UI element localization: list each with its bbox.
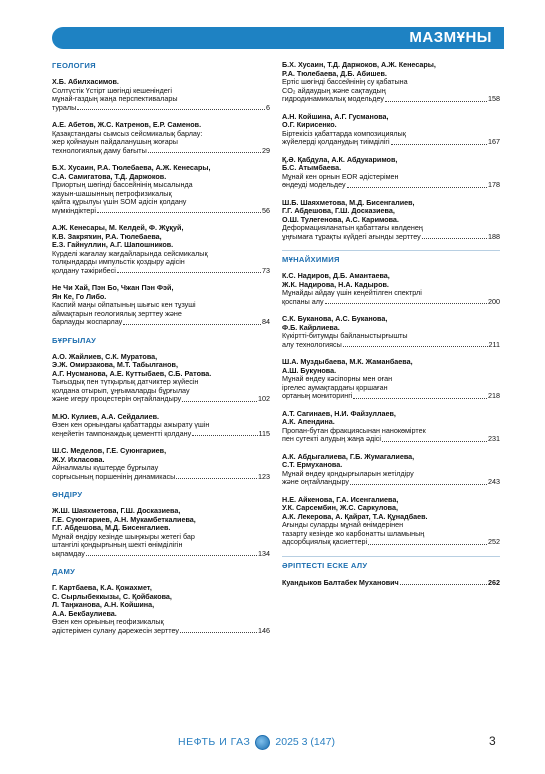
toc-entry-line	[282, 578, 500, 587]
dot-leader	[343, 346, 488, 347]
entry-authors	[282, 358, 500, 375]
title-line-last	[52, 627, 270, 636]
toc-entry[interactable]	[282, 358, 500, 401]
toc-entry[interactable]	[52, 353, 270, 404]
author-line: С. Сырлыбеккызы, С. Қойбакова,	[52, 591, 172, 601]
toc-entry[interactable]	[52, 413, 270, 439]
title-line: барлауды жоспарлау	[52, 317, 123, 326]
title-line: іргелес аумақтардағы қоршаған	[282, 382, 388, 392]
toc-entry[interactable]	[282, 61, 500, 104]
entry-page-number: 29	[262, 145, 270, 155]
author-line: Ф.Б. Кайрлиева.	[282, 322, 340, 332]
author-line: Х.Б. Абилхасимов.	[52, 77, 119, 86]
entry-page-number: 73	[262, 265, 270, 275]
title-line: Деформацияланатын қабаттағы көлденең	[282, 223, 423, 232]
title-line: мүмкіндіктері	[52, 205, 97, 215]
dot-leader	[176, 478, 257, 479]
entry-title	[52, 301, 270, 327]
section-heading: ӨНДІРУ	[52, 490, 83, 499]
entry-title	[282, 427, 500, 444]
title-line-last	[52, 207, 270, 216]
dot-leader	[385, 101, 487, 102]
entry-title: Куандыков Балтабек Муханович	[282, 577, 399, 587]
title-line-last	[282, 392, 500, 401]
journal-name: НЕФТЬ И ГАЗ	[178, 736, 251, 748]
dot-leader	[123, 324, 261, 325]
dot-leader	[325, 303, 487, 304]
author-line: А.К. Апендина.	[282, 417, 335, 426]
dot-leader	[148, 152, 261, 153]
author-line: Б.Х. Хусаин, Р.А. Тюлебаева, А.Ж. Кенесары,	[52, 163, 211, 172]
title-line: Мұнай өндіру кезінде шыңжыры жетегі бар	[52, 531, 195, 541]
entry-page-number: 262	[488, 577, 500, 587]
footer	[178, 733, 496, 751]
author-line: С.А. Самигатова, Т.Д. Даржоков.	[52, 171, 167, 181]
author-line: Ш.С. Меделов, Г.Е. Суюнгариев,	[52, 446, 167, 455]
dot-leader	[180, 632, 257, 633]
toc-entry[interactable]	[282, 496, 500, 547]
entry-title	[52, 464, 270, 481]
author-line: Ж.К. Надирова, Н.А. Кадыров.	[282, 279, 389, 289]
entry-authors	[282, 315, 500, 332]
entry-title	[282, 78, 500, 104]
title-line-last	[282, 538, 500, 547]
toc-entry[interactable]	[52, 121, 270, 155]
title-line-last	[52, 473, 270, 482]
entry-title	[282, 521, 500, 547]
author-line: А.Ж. Кенесары, М. Келдей, Ф. Жұқуй,	[52, 223, 184, 232]
entry-title	[52, 250, 270, 276]
title-line: қолдану тәжірибесі	[52, 265, 116, 275]
author-line: Е.З. Гайнуллин, А.Г. Шапошников.	[52, 240, 174, 249]
title-line: Өзен кен орнының геофизикалық	[52, 617, 164, 626]
toc-entry[interactable]	[282, 199, 500, 242]
title-line-last	[52, 267, 270, 276]
entry-authors	[52, 584, 270, 618]
author-line: Не Чи Хай, Пэн Бо, Чжан Пэн Фэй,	[52, 283, 174, 292]
entry-page-number: 134	[258, 548, 270, 558]
title-line: өндеуді модельдеу	[282, 180, 346, 189]
entry-title	[282, 224, 500, 241]
toc-entry[interactable]	[282, 113, 500, 147]
author-line: Л. Таңжанова, А.Н. Койшина,	[52, 600, 155, 609]
title-line: алу технологиясы	[282, 339, 342, 349]
author-line: А.Н. Койшина, А.Г. Гусманова,	[282, 111, 389, 121]
title-line-last	[52, 430, 270, 439]
entry-title	[52, 378, 270, 404]
dot-leader	[382, 441, 487, 442]
entry-page-number: 115	[258, 428, 270, 438]
title-line: Айналмалы күштерде бұрғылау	[52, 463, 159, 472]
entry-authors	[52, 164, 270, 181]
title-line: тазарту кезінде жо карбонатты шламының	[282, 528, 425, 538]
author-line: Г.Е. Суюнгариев, А.Н. Мукамбеткалиева,	[52, 514, 196, 524]
entry-page-number: 243	[488, 477, 500, 486]
title-line-last	[52, 550, 270, 559]
title-line: және оңтайландыру	[282, 477, 349, 486]
entry-title	[282, 130, 500, 147]
entry-authors	[282, 156, 500, 173]
title-line-last	[282, 233, 500, 242]
issue-number: 2025 3 (147)	[275, 736, 335, 748]
entry-page-number: 231	[488, 434, 500, 443]
author-line: Қ.Ә. Қабдула, А.К. Абдукаримов,	[282, 154, 398, 164]
title-line: ықпамдау	[52, 548, 85, 558]
author-line: О.Г. Кирисенко.	[282, 120, 337, 129]
dot-leader	[400, 584, 487, 585]
entry-page-number: 252	[488, 537, 500, 546]
toc-left-column	[52, 61, 270, 644]
entry-title	[52, 130, 270, 156]
title-line: толқындарды импульстік қоздыру әдісін	[52, 257, 185, 266]
toc-entry[interactable]	[52, 224, 270, 275]
dot-leader	[117, 272, 261, 273]
entry-page-number: 84	[262, 317, 270, 326]
entry-authors	[52, 507, 270, 533]
author-line: Р.А. Тюлебаева, Д.Б. Абишев.	[282, 68, 387, 78]
header-bar	[52, 27, 504, 49]
dot-leader	[192, 435, 257, 436]
title-line: Күрделі жағалау жағдайларында сейсмикалық	[52, 248, 208, 258]
title-line: адсорбциялық қасиеттері	[282, 537, 368, 546]
dot-leader	[97, 212, 261, 213]
entry-title	[52, 181, 270, 215]
toc-entry[interactable]	[52, 78, 270, 112]
dot-leader	[422, 238, 487, 239]
entry-title	[52, 618, 270, 635]
title-line: жер қойнауын пайдаланушың жоғары	[52, 137, 178, 146]
title-line-last	[282, 298, 500, 307]
title-line: ортаның мониторингі	[282, 391, 353, 400]
toc-entry[interactable]	[282, 315, 500, 349]
dot-leader	[391, 144, 487, 145]
title-line: және игеру процестерін оңтайландыру	[52, 394, 182, 403]
title-line-last	[52, 395, 270, 404]
title-line: туралы	[52, 102, 77, 112]
title-line: Өзен кен орнындағы қабаттарды ажырату үшін	[52, 420, 210, 429]
title-line: Мұнай өндеу кәсіпорны мен оған	[282, 374, 393, 383]
dot-leader	[182, 401, 257, 402]
title-line-last	[52, 147, 270, 156]
entry-title	[282, 375, 500, 401]
author-line: Б.Х. Хусаин, Т.Д. Даржоков, А.Ж. Кенесары,	[282, 60, 436, 69]
title-line: сорғысының поршенінің динамикасы	[52, 471, 176, 481]
entry-authors	[52, 224, 270, 250]
entry-page-number: 167	[488, 137, 500, 146]
title-line: Ертіс шөгінді бассейнінің су қабатына	[282, 77, 408, 86]
journal-logo-icon	[255, 735, 270, 750]
title-line: әдістерімен сулану дәрежесін зерттеу	[52, 625, 180, 635]
entry-title	[52, 533, 270, 559]
page-number: 3	[489, 734, 496, 748]
entry-authors	[282, 272, 500, 289]
dot-leader	[353, 398, 487, 399]
title-line: штангілі қондырғының шекті өнімділігін	[52, 540, 183, 549]
entry-title	[282, 470, 500, 487]
entry-title	[52, 87, 270, 113]
author-line: А.Т. Сагинаев, Н.И. Файзуллаев,	[282, 408, 396, 418]
dot-leader	[77, 109, 265, 110]
entry-authors	[282, 61, 500, 78]
entry-authors	[52, 353, 270, 379]
entry-authors	[52, 447, 270, 464]
author-line: Ш.Б. Шаяхметова, М.Д. Бисенгалиев,	[282, 197, 415, 207]
entry-authors	[282, 496, 500, 522]
author-line: Ж.Ш. Шаяхметова, Г.Ш. Досказиева,	[52, 506, 181, 515]
author-line: Ж.У. Ихласова.	[52, 454, 105, 464]
entry-authors	[282, 410, 500, 427]
section-heading: БҰРҒЫЛАУ	[52, 335, 97, 345]
title-line: қоспаны алу	[282, 296, 324, 306]
title-line-last	[282, 138, 500, 147]
toc-entry[interactable]	[52, 507, 270, 558]
dot-leader	[347, 187, 487, 188]
entry-page-number: 211	[488, 339, 500, 349]
title-line: Солтүстік Үстірт шөгінді кешеніндегі	[52, 85, 173, 95]
title-line: ұңғымаға тұрақты күйдегі ағынды зерттеу	[282, 231, 421, 241]
author-line: Э.Ж. Омирзакова, М.Т. Табылганов,	[52, 360, 178, 369]
dot-leader	[368, 544, 487, 545]
author-line: Б.С. Атымбаева.	[282, 163, 342, 172]
title-line: Мұнайды айдау үшін кеңейтілген спектрлі	[282, 288, 422, 297]
author-line: А.К. Лекерова, А. Қайрат, Т.А. Құнадбаев.	[282, 511, 428, 521]
toc-entry[interactable]	[282, 156, 500, 190]
entry-authors	[282, 113, 500, 130]
title-line-last	[282, 478, 500, 487]
title-line: Тығыздық пен түтқырлық датчиктер жүйесін	[52, 377, 199, 386]
entry-page-number: 146	[258, 625, 270, 635]
author-line: Г.Г. Абдешова, М.Д. Бисенгалиев.	[52, 523, 171, 532]
toc-entry[interactable]	[52, 284, 270, 327]
title-line-last	[282, 435, 500, 444]
author-line: А.К. Абдыгалиева, Г.Б. Жумагалиева,	[282, 451, 415, 461]
author-line: С.Т. Ермуханова.	[282, 460, 343, 469]
title-line: технологиялық даму бағыты	[52, 145, 147, 155]
entry-authors	[282, 199, 500, 225]
entry-title	[52, 421, 270, 438]
section-heading: ГЕОЛОГИЯ	[52, 61, 96, 70]
entry-page-number: 178	[488, 180, 500, 189]
title-line: қолдана отырып, ұңғымаларды бұрғылау	[52, 385, 190, 395]
toc-entry[interactable]	[282, 578, 500, 587]
author-line: О.Ш. Тулегенова, А.С. Каримова.	[282, 214, 399, 224]
title-line: Біртекісіз қабаттарда композициялық	[282, 128, 406, 138]
author-line: А.Е. Абетов, Ж.С. Катренов, Е.Р. Саменов.	[52, 120, 202, 129]
title-line: Мұнай кен орнын EOR әдістерімен	[282, 171, 399, 181]
title-line: Қазақстандағы сымсыз сейсмикалық барлау:	[52, 128, 203, 138]
author-line: К.С. Надиров, Д.Б. Амантаева,	[282, 271, 390, 280]
entry-page-number: 102	[258, 394, 270, 403]
author-line: К.В. Закряҡин, Р.А. Тюлебаева,	[52, 231, 162, 241]
title-line: Каспий маңы ойпатының шығыс кен тұзуші	[52, 300, 196, 309]
author-line: Ш.А. Муздыбаева, М.К. Жаманбаева,	[282, 357, 413, 366]
title-line-last	[282, 341, 500, 350]
toc-entry[interactable]	[282, 410, 500, 444]
author-line: М.Ю. Кулиев, А.А. Сейдалиев.	[52, 411, 160, 421]
title-line: Күкіртті-битумды байланыстырғышты	[282, 331, 408, 340]
author-line: Г.Г. Абдешова, Г.Ш. Досказиева,	[282, 206, 395, 215]
toc-entry[interactable]	[52, 584, 270, 635]
title-line-last	[52, 318, 270, 327]
section-heading: МҰНАЙХИМИЯ	[282, 250, 500, 264]
toc-entry[interactable]	[282, 453, 500, 487]
page-title: МАЗМҰНЫ	[409, 29, 492, 46]
toc-entry[interactable]	[282, 272, 500, 306]
title-line-last	[282, 95, 500, 104]
entry-title	[282, 289, 500, 306]
entry-authors	[282, 453, 500, 470]
author-line: Н.Е. Айкенова, Г.А. Исенгалиева,	[282, 494, 399, 504]
entry-page-number: 56	[262, 205, 270, 215]
title-line-last	[52, 104, 270, 113]
author-line: Ян Кe, Го Либо.	[52, 291, 107, 301]
title-line: гидродинамикалық модельдеу	[282, 94, 384, 103]
title-line: CO₂ айдаудың және сақтаудың	[282, 85, 386, 95]
section-heading: ӘРІПТЕСТІ ЕСКЕ АЛУ	[282, 556, 500, 570]
author-line: А.Г. Нусманова, А.Е. Куттыбаев, С.Б. Ратова.	[52, 368, 212, 378]
section-heading: ДАМУ	[52, 567, 76, 576]
title-line: Ағынды суларды мұнай өнімдерінен	[282, 520, 404, 529]
title-line: Мұнай өндеу қондырғыларын жетілдіру	[282, 468, 414, 478]
title-line: Приортың шөгінді бассейнінің мысалында	[52, 180, 193, 189]
title-line: пен сутекті алудың жаңа әдісі	[282, 434, 381, 443]
entry-page-number: 218	[488, 391, 500, 400]
title-line: мұнай-газдың жаңа перспективалары	[52, 94, 178, 103]
dot-leader	[86, 555, 257, 556]
title-line: Пропан-бутан фракциясынан нанокөміртек	[282, 425, 426, 435]
dot-leader	[350, 484, 487, 485]
entry-page-number: 6	[266, 102, 270, 112]
title-line: аймақтарын геологиялық зерттеу және	[52, 308, 182, 318]
title-line: жүйелерді қолданудың тиімділігі	[282, 137, 390, 146]
entry-authors	[52, 284, 270, 301]
author-line: А.О. Жайлиев, С.К. Муратова,	[52, 351, 158, 361]
author-line: С.К. Буканова, А.С. Буканова,	[282, 314, 388, 323]
title-line-last	[282, 181, 500, 190]
author-line: А.А. Бекбаулиева.	[52, 608, 117, 618]
entry-title	[282, 332, 500, 349]
toc-entry[interactable]	[52, 164, 270, 215]
author-line: У.К. Сарсембин, Ж.С. Саркулова,	[282, 503, 398, 512]
entry-page-number: 188	[488, 231, 500, 241]
title-line: қайта құрылуы үшін SOM әдісін қолдану	[52, 197, 187, 206]
toc-right-column	[282, 61, 500, 596]
title-line: жауын-шашынның петрофизикалық	[52, 188, 172, 198]
toc-entry[interactable]	[52, 447, 270, 481]
entry-page-number: 200	[488, 296, 500, 306]
entry-page-number: 123	[258, 471, 270, 481]
entry-title	[282, 173, 500, 190]
title-line: кеңейетін тампонаждық цементті қолдану	[52, 428, 192, 438]
entry-page-number: 158	[488, 94, 500, 103]
author-line: А.Ш. Букунова.	[282, 365, 337, 375]
author-line: Г. Картбаева, К.А. Қожахмет,	[52, 583, 152, 592]
